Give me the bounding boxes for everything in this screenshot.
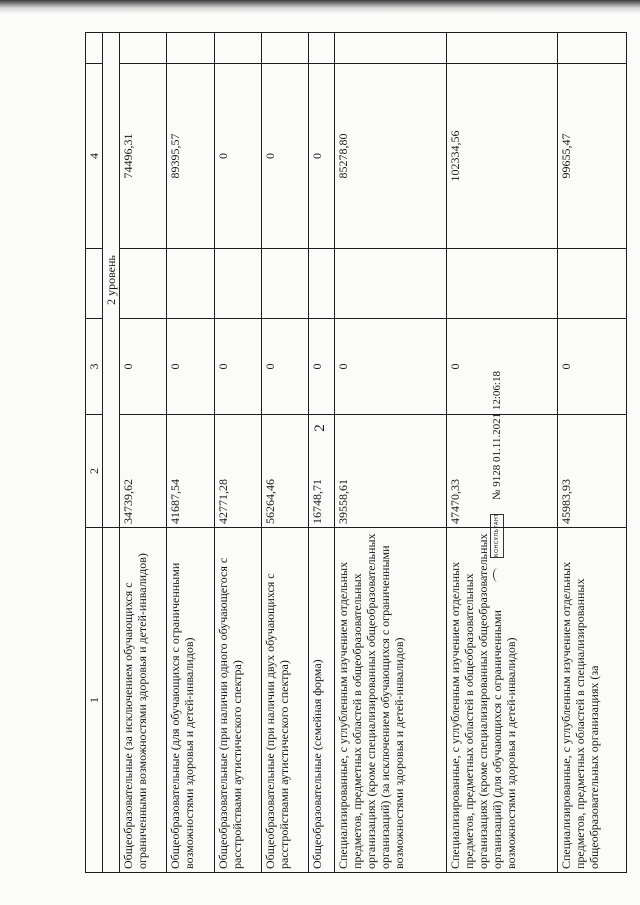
row-value-3: 0 bbox=[558, 319, 627, 415]
row-name: Общеобразовательные (для обучающихся с ограниченными возможностями здоровья и детей-инвалидов) bbox=[167, 528, 214, 873]
row-value-3: 0 bbox=[446, 319, 557, 415]
consultant-stamp: КОНСУЛЬТАНТ bbox=[490, 514, 504, 558]
header-col-blank-b bbox=[86, 33, 103, 64]
row-value-blank-b bbox=[261, 33, 308, 64]
table-header-row bbox=[86, 33, 103, 873]
row-value-4: 99655,47 bbox=[558, 64, 627, 249]
row-value-2: 42771,28 bbox=[214, 415, 261, 528]
table-row bbox=[446, 33, 557, 873]
row-value-2: 34739,62 bbox=[120, 415, 167, 528]
row-value-blank-a bbox=[167, 249, 214, 319]
row-value-blank-a bbox=[261, 249, 308, 319]
table-row bbox=[309, 33, 335, 873]
page-number: 2 bbox=[312, 424, 328, 432]
table-row bbox=[558, 33, 627, 873]
row-name: Общеобразовательные (при наличии двух обучающихся с расстройствами аутистического спектра) bbox=[261, 528, 308, 873]
row-value-3: 0 bbox=[167, 319, 214, 415]
row-name: Общеобразовательные (за исключением обучающихся с ограниченными возможностями здоровья и детей-инвалидов) bbox=[120, 528, 167, 873]
tariff-table-wrapper bbox=[85, 33, 627, 873]
table-row bbox=[214, 33, 261, 873]
row-value-4: 102334,56 bbox=[446, 64, 557, 249]
row-value-2: 56264,46 bbox=[261, 415, 308, 528]
level-row bbox=[103, 33, 120, 873]
table-row bbox=[167, 33, 214, 873]
row-value-4: 0 bbox=[261, 64, 308, 249]
row-value-4: 0 bbox=[309, 64, 335, 249]
row-value-blank-b bbox=[309, 33, 335, 64]
header-col-blank-a bbox=[86, 249, 103, 319]
scan-top-edge bbox=[0, 0, 640, 14]
header-col-4: 4 bbox=[86, 64, 103, 249]
row-value-3: 0 bbox=[335, 319, 446, 415]
row-value-blank-a bbox=[446, 249, 557, 319]
row-name: Специализированные, с углубленным изучением отдельных предметов, предметных областей в специализированных общеобразовательных организациях (за bbox=[558, 528, 627, 873]
row-value-blank-b bbox=[335, 33, 446, 64]
row-value-3: 0 bbox=[120, 319, 167, 415]
header-col-2: 2 bbox=[86, 415, 103, 528]
row-value-blank-a bbox=[214, 249, 261, 319]
row-value-2: 45983,93 bbox=[558, 415, 627, 528]
tariff-table bbox=[85, 32, 627, 873]
row-value-3: 0 bbox=[214, 319, 261, 415]
row-value-2: 47470,33 bbox=[446, 415, 557, 528]
row-value-blank-b bbox=[558, 33, 627, 64]
row-name: Специализированные, с углубленным изучением отдельных предметов, предметных областей в общеобразовательных организациях (кроме специализированных общеобразовательных организаций) (за исключением обучающихся с ограниченными возможностями здоровья и детей-инвалидов) bbox=[335, 528, 446, 873]
header-col-3: 3 bbox=[86, 319, 103, 415]
row-value-2: 16748,71 bbox=[309, 415, 335, 528]
document-number: № 9128 01.11.2021 12:06:18 bbox=[491, 371, 503, 500]
row-value-4: 89395,57 bbox=[167, 64, 214, 249]
row-name: Общеобразовательные (при наличии одного обучающегося с расстройствами аутистического спектра) bbox=[214, 528, 261, 873]
row-value-blank-a bbox=[120, 249, 167, 319]
row-name: Общеобразовательные (семейная форма) bbox=[309, 528, 335, 873]
row-name: Специализированные, с углубленным изучением отдельных предметов, предметных областей в общеобразовательных организациях (кроме специализированных общеобразовательных организаций) (для обучающихся с ограниченными возможностями здоровья и детей-инвалидов) bbox=[446, 528, 557, 873]
row-value-4: 85278,80 bbox=[335, 64, 446, 249]
table-row bbox=[261, 33, 308, 873]
row-value-blank-a bbox=[335, 249, 446, 319]
row-value-blank-a bbox=[309, 249, 335, 319]
row-value-4: 74496,31 bbox=[120, 64, 167, 249]
level-label: 2 уровень bbox=[103, 33, 120, 528]
row-value-2: 41687,54 bbox=[167, 415, 214, 528]
level-blank-cell bbox=[103, 528, 120, 873]
row-value-3: 0 bbox=[261, 319, 308, 415]
table-row bbox=[335, 33, 446, 873]
row-value-blank-b bbox=[214, 33, 261, 64]
table-row bbox=[120, 33, 167, 873]
row-value-blank-b bbox=[167, 33, 214, 64]
row-value-blank-a bbox=[558, 249, 627, 319]
row-value-2: 39558,61 bbox=[335, 415, 446, 528]
header-col-1: 1 bbox=[86, 528, 103, 873]
row-value-4: 0 bbox=[214, 64, 261, 249]
row-value-3: 0 bbox=[309, 319, 335, 415]
row-value-blank-b bbox=[120, 33, 167, 64]
row-value-blank-b bbox=[446, 33, 557, 64]
